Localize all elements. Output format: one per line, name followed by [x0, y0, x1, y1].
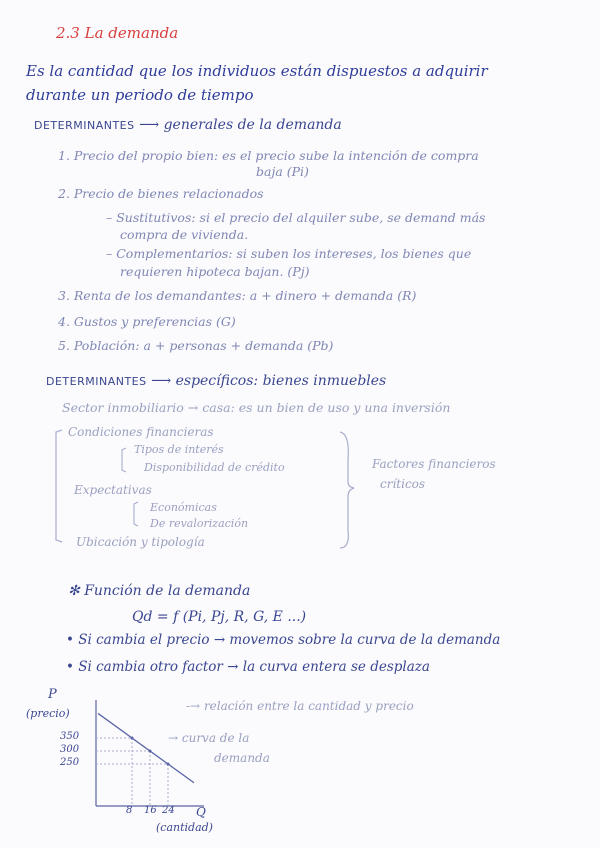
bracket-item-expectations: Expectativas: [74, 483, 152, 497]
heading-caps: DETERMINANTES: [46, 375, 147, 388]
general-item-3: 3. Renta de los demandantes: a + dinero + demanda (R): [58, 288, 417, 303]
general-item-5: 5. Población: a + personas + demanda (Pb): [58, 338, 334, 353]
heading-text: específicos: bienes inmuebles: [175, 373, 387, 389]
graph-point: [149, 750, 152, 753]
general-item-2b: – Complementarios: si suben los intereses, los bienes que: [106, 246, 472, 261]
graph-x-tick-16: 16: [144, 805, 157, 816]
general-item-1: 1. Precio del propio bien: es el precio sube la intención de compra: [58, 148, 479, 163]
graph-y-tick-250: 250: [60, 757, 80, 768]
graph-y-sub: (precio): [26, 707, 70, 720]
graph-curve-note: [168, 732, 249, 744]
general-item-2b-cont: requieren hipoteca bajan. (Pj): [120, 264, 310, 279]
demand-formula: Qd = f (Pi, Pj, R, G, E ...): [132, 609, 307, 625]
sector-line: Sector inmobiliario → casa: es un bien de uso y una inversión: [62, 400, 451, 415]
definition-line-2: durante un periodo de tiempo: [26, 86, 254, 104]
graph-curve-note-2: demanda: [214, 751, 270, 765]
side-note-line-1: Factores financieros: [372, 457, 496, 471]
demand-bullet-2-text: Si cambia otro factor → la curva entera se desplaza: [78, 659, 430, 675]
bullet-star-icon: ✻: [68, 583, 85, 599]
graph-curve-note-text: curva de la: [181, 731, 250, 745]
bracket-item-revaluation: De revalorización: [150, 517, 249, 530]
bullet-icon: •: [66, 632, 79, 648]
side-note-line-2: críticos: [380, 477, 426, 491]
graph-x-tick-24: 24: [162, 805, 175, 816]
graph-x-tick-8: 8: [126, 805, 133, 816]
heading-caps: DETERMINANTES: [34, 119, 135, 132]
general-item-1-cont: baja (Pi): [256, 164, 309, 179]
graph-y-tick-350: 350: [60, 731, 80, 742]
arrow-icon: -→: [186, 699, 204, 713]
graph-relation-note-text: relación entre la cantidad y precio: [203, 699, 414, 713]
bracket-item-interest: Tipos de interés: [134, 443, 224, 456]
graph-x-label: Q: [196, 805, 206, 819]
general-item-2: 2. Precio de bienes relacionados: [58, 186, 264, 201]
graph-point: [131, 737, 134, 740]
heading-arrow: ⟶: [139, 117, 160, 133]
graph-point: [167, 763, 170, 766]
heading-text: generales de la demanda: [163, 117, 342, 133]
bullet-icon: •: [66, 659, 79, 675]
demand-function-heading-text: Función de la demanda: [84, 583, 251, 599]
general-item-2a-cont: compra de vivienda.: [120, 227, 249, 242]
graph-relation-note: [186, 700, 414, 712]
demand-bullet-1-text: Si cambia el precio → movemos sobre la curva de la demanda: [78, 632, 501, 648]
arrow-icon: →: [168, 731, 182, 745]
graph-y-tick-300: 300: [60, 744, 80, 755]
graph-y-label: P: [48, 687, 57, 702]
bracket-item-location: Ubicación y tipología: [76, 535, 205, 549]
bracket-item-financial: Condiciones financieras: [68, 425, 214, 439]
section-title: 2.3 La demanda: [56, 24, 179, 42]
definition-line-1: Es la cantidad que los individuos están dispuestos a adquirir: [26, 62, 488, 80]
general-item-4: 4. Gustos y preferencias (G): [58, 314, 236, 329]
graph-x-sub: (cantidad): [156, 821, 213, 834]
bracket-item-economic: Económicas: [150, 501, 217, 514]
demand-curve: [98, 713, 194, 782]
general-item-2a: – Sustitutivos: si el precio del alquiler sube, se demand más: [106, 210, 486, 225]
bracket-item-credit: Disponibilidad de crédito: [144, 461, 285, 474]
graph-guides: [96, 738, 168, 806]
heading-arrow: ⟶: [151, 373, 172, 389]
